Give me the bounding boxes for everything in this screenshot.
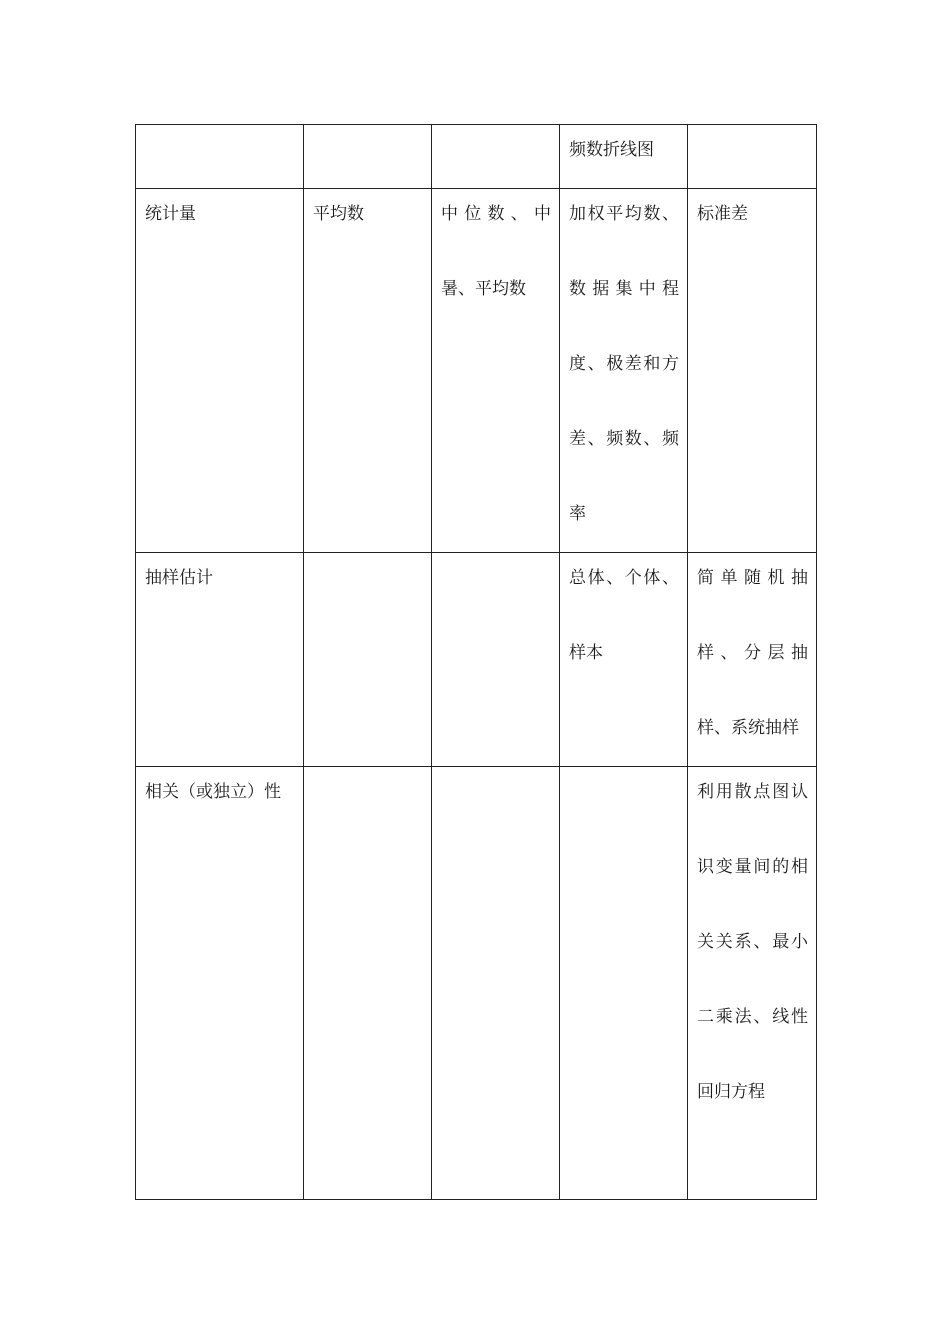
table-cell xyxy=(560,767,688,1200)
table-cell: 总体、个体、样本 xyxy=(560,553,688,767)
table-cell: 频数折线图 xyxy=(560,125,688,189)
row-header-cell: 抽样估计 xyxy=(136,553,304,767)
table-cell: 加权平均数、数据集中程度、极差和方差、频数、频率 xyxy=(560,189,688,553)
table-row xyxy=(136,553,817,767)
table-cell: 标准差 xyxy=(688,189,817,553)
table-cell: 简单随机抽样、分层抽样、系统抽样 xyxy=(688,553,817,767)
statistics-table xyxy=(135,124,817,1200)
row-header-cell: 相关（或独立）性 xyxy=(136,767,304,1200)
table-cell: 利用散点图认识变量间的相关关系、最小二乘法、线性回归方程 xyxy=(688,767,817,1200)
table-row xyxy=(136,189,817,553)
table-cell xyxy=(432,553,560,767)
table-cell xyxy=(432,767,560,1200)
table-cell xyxy=(304,553,432,767)
row-header-cell: 统计量 xyxy=(136,189,304,553)
table-cell: 平均数 xyxy=(304,189,432,553)
table-cell xyxy=(304,767,432,1200)
table-row xyxy=(136,767,817,1200)
table-cell: 中位数、中暑、平均数 xyxy=(432,189,560,553)
